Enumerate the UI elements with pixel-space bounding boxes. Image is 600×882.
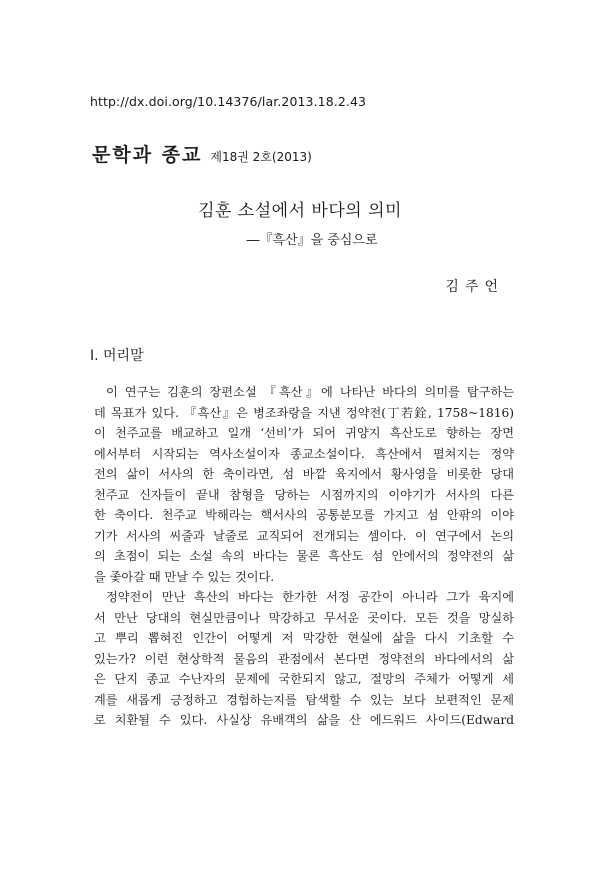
paper-title: 김훈 소설에서 바다의 의미 [198,201,402,221]
text-line: 의 초점이 되는 소설 속의 바다는 물론 흑산도 섬 안에서의 정약전의 삶 [94,549,514,563]
text-line: 이 천주교를 배교하고 일개 ‘선비’가 되어 귀양지 흑산도로 향하는 장면 [94,426,514,440]
section-heading: Ⅰ. 머리말 [90,348,144,364]
text-line: 은 단지 종교 수난자의 문제에 국한되지 않고, 절망의 주체가 어떻게 세 [94,672,514,686]
text-line: 고 뿌리 뽑혀진 인간이 어떻게 저 막강한 현실에 삶을 다시 기초할 수 [94,631,514,645]
text-line: 을 좇아갈 때 만날 수 있는 것이다. [94,569,275,584]
text-line: 한 축이다. 천주교 박해라는 핵서사의 공통분모를 가지고 섬 안팎의 이야 [94,508,514,522]
body-text [94,382,514,731]
text-line: 정약전이 만난 흑산의 바다는 한가한 서정 공간이 아니라 그가 육지에 [106,590,514,604]
paper-subtitle: ―『흑산』을 중심으로 [246,233,378,248]
doi-link[interactable]: http://dx.doi.org/10.14376/lar.2013.18.2.43 [90,94,367,109]
author-name: 김주언 [445,279,504,295]
text-line: 전의 삶이 서사의 한 축이라면, 섬 바깥 육지에서 황사영을 비롯한 당대 [94,467,514,481]
text-line: 천주교 신자들이 끝내 참형을 당하는 시점까지의 이야기가 서사의 다른 [94,487,514,502]
journal-logo: 문학과 종교 [92,144,203,166]
journal-header [92,140,312,167]
text-line: 로 치환될 수 있다. 사실상 유배객의 삶을 산 에드워드 사이드(Edward [94,713,514,727]
text-line: 데 목표가 있다. 『흑산』은 병조좌랑을 지낸 정약전(丁若銓, 1758~1816) [94,405,514,420]
text-line: 있는가? 이런 현상학적 물음의 관점에서 본다면 정약전의 바다에서의 삶 [94,651,514,666]
text-line: 서 만난 당대의 현실만큼이나 막강하고 무서운 곳이다. 모든 것을 망실하 [94,610,514,625]
text-line: 이 연구는 김훈의 장편소설 『흑산』에 나타난 바다의 의미를 탐구하는 [106,385,514,399]
journal-volume: 제18권 2호(2013) [210,150,312,164]
text-line: 기가 서사의 씨줄과 날줄로 교직되어 전개되는 셈이다. 이 연구에서 논의 [94,528,514,543]
text-line: 에서부터 시작되는 역사소설이자 종교소설이다. 흑산에서 펼쳐지는 정약 [94,446,514,461]
text-line: 계를 새롭게 긍정하고 경험하는지를 탐색할 수 있는 보다 보편적인 문제 [94,692,514,707]
